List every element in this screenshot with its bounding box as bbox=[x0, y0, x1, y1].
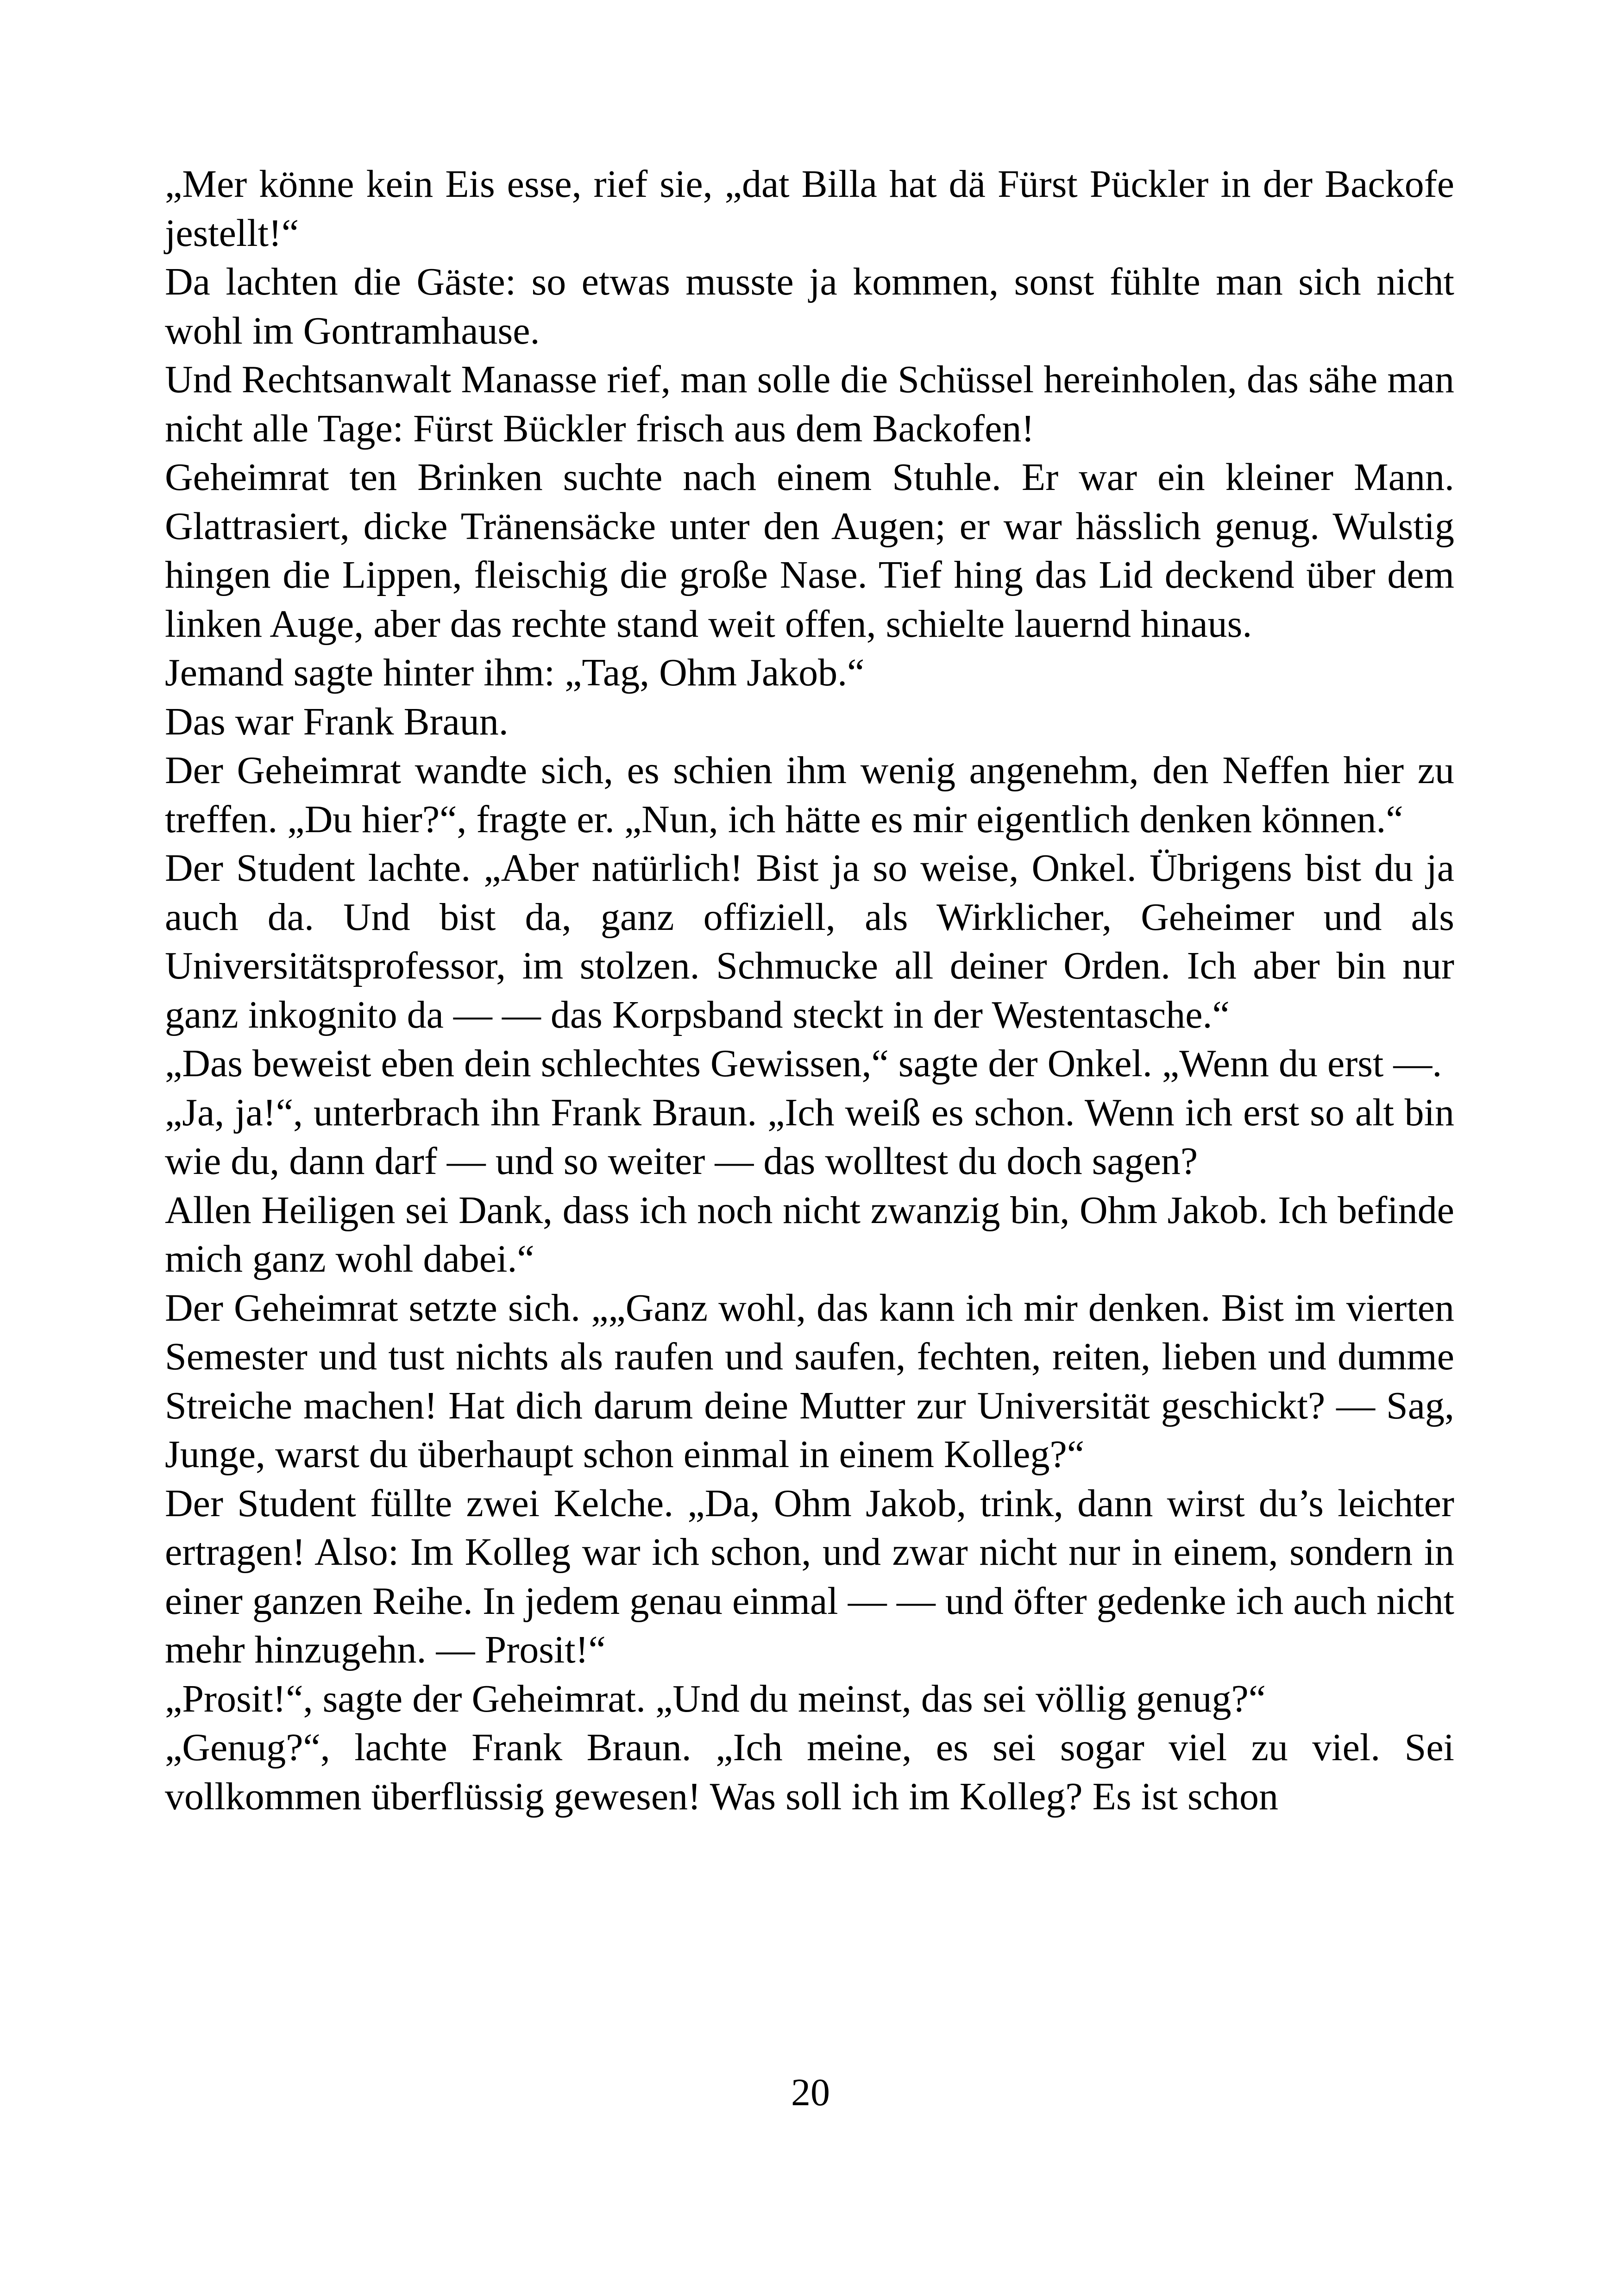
page-number: 20 bbox=[791, 2071, 830, 2114]
paragraph: Der Geheimrat setzte sich. „„Ganz wohl, das kann ich mir denken. Bist im vierten Semester und tust nichts als raufen und saufen, fechten, reiten, lieben und dumme Streiche machen! Hat dich darum deine Mutter zur Universität geschickt? — Sag, Junge, warst du überhaupt schon einmal in einem Kolleg?“ bbox=[165, 1286, 1454, 1476]
body-text bbox=[165, 160, 1454, 1821]
paragraph: „Genug?“, lachte Frank Braun. „Ich meine, es sei sogar viel zu viel. Sei vollkommen überflüssig gewesen! Was soll ich im Kolleg? Es ist schon bbox=[165, 1726, 1454, 1818]
paragraph: Der Student lachte. „Aber natürlich! Bist ja so weise, Onkel. Übrigens bist du ja auch da. Und bist da, ganz offiziell, als Wirklicher, Geheimer und als Universitätsprofessor, im stolzen. Schmucke all deiner Orden. Ich aber bin nur ganz inkognito da — — das Korpsband steckt in der Westentasche.“ bbox=[165, 847, 1454, 1036]
paragraph: Der Geheimrat wandte sich, es schien ihm wenig angenehm, den Neffen hier zu treffen. „Du hier?“, fragte er. „Nun, ich hätte es mir eigentlich denken können.“ bbox=[165, 749, 1454, 841]
paragraph: „Mer könne kein Eis esse, rief sie, „dat Billa hat dä Fürst Pückler in der Backofe jestellt!“ bbox=[165, 163, 1454, 255]
paragraph: Da lachten die Gäste: so etwas musste ja kommen, sonst fühlte man sich nicht wohl im Gontramhause. bbox=[165, 260, 1454, 352]
paragraph: „Prosit!“, sagte der Geheimrat. „Und du meinst, das sei völlig genug?“ bbox=[165, 1677, 1266, 1720]
paragraph: Geheimrat ten Brinken suchte nach einem Stuhle. Er war ein kleiner Mann. Glattrasiert, dicke Tränensäcke unter den Augen; er war hässlich genug. Wulstig hingen die Lippen, fleischig die große Nase. Tief hing das Lid deckend über dem linken Auge, aber das rechte stand weit offen, schielte lauernd hinaus. bbox=[165, 456, 1454, 646]
paragraph: „Ja, ja!“, unterbrach ihn Frank Braun. „Ich weiß es schon. Wenn ich erst so alt bin wie du, dann darf — und so weiter — das wolltest du doch sagen? bbox=[165, 1091, 1454, 1183]
paragraph: Der Student füllte zwei Kelche. „Da, Ohm Jakob, trink, dann wirst du’s leichter ertragen! Also: Im Kolleg war ich schon, und zwar nicht nur in einem, sondern in einer ganzen Reihe. In jedem genau einmal — — und öfter gedenke ich auch nicht mehr hinzugehn. — Prosit!“ bbox=[165, 1481, 1454, 1671]
paragraph: Jemand sagte hinter ihm: „Tag, Ohm Jakob.“ bbox=[165, 651, 865, 694]
paragraph: Das war Frank Braun. bbox=[165, 700, 509, 743]
paragraph: Und Rechtsanwalt Manasse rief, man solle die Schüssel hereinholen, das sähe man nicht alle Tage: Fürst Bückler frisch aus dem Backofen! bbox=[165, 358, 1454, 450]
paragraph: „Das beweist eben dein schlechtes Gewissen,“ sagte der Onkel. „Wenn du erst —. bbox=[165, 1042, 1442, 1085]
paragraph: Allen Heiligen sei Dank, dass ich noch nicht zwanzig bin, Ohm Jakob. Ich befinde mich ganz wohl dabei.“ bbox=[165, 1188, 1454, 1280]
